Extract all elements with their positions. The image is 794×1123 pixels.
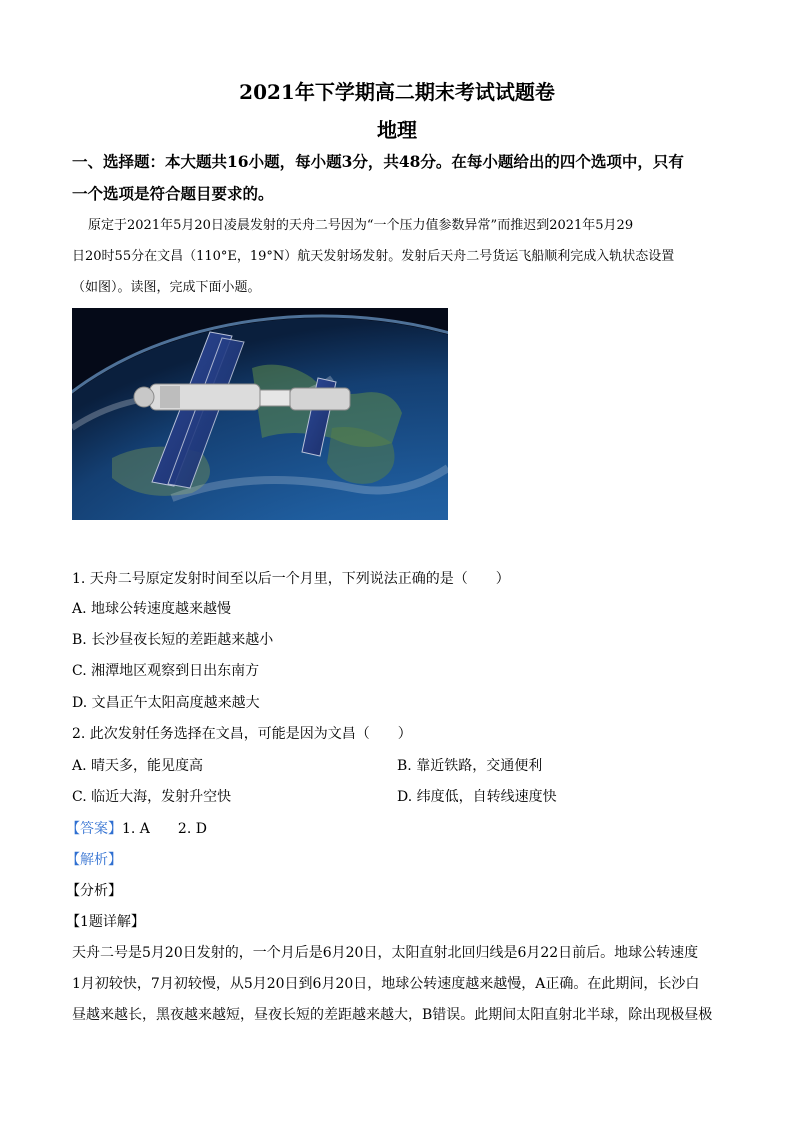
intro-line2: 日20时55分在文昌（110°E，19°N）航天发射场发射。发射后天舟二号货运飞船顺利完成入轨状态设置 xyxy=(72,249,675,264)
answer-line xyxy=(66,818,207,838)
q2-option-a: A. 晴天多，能见度高 xyxy=(72,758,204,774)
q2-option-c: C. 临近大海，发射升空快 xyxy=(72,789,232,805)
q2-stem: 2. 此次发射任务选择在文昌，可能是因为文昌（ ） xyxy=(72,726,412,742)
detail-line1: 天舟二号是5月20日发射的，一个月后是6月20日，太阳直射北回归线是6月22日前后。地球公转速度 xyxy=(72,945,699,961)
exam-title: 2021年下学期高二期末考试试题卷 xyxy=(239,80,555,104)
detail-line3: 昼越来越长，黑夜越来越短，昼夜长短的差距越来越大，B错误。此期间太阳直射北半球，除出现极昼极 xyxy=(72,1007,713,1023)
section-heading-line1: 一、选择题：本大题共16小题，每小题3分，共48分。在每小题给出的四个选项中，只有 xyxy=(72,152,684,171)
space-station-image xyxy=(72,308,448,520)
intro-line1: 原定于2021年5月20日凌晨发射的天舟二号因为“一个压力值参数异常”而推迟到2021年5月29 xyxy=(88,218,634,233)
q1-option-b: B. 长沙昼夜长短的差距越来越小 xyxy=(72,632,274,648)
subject-title: 地理 xyxy=(377,118,417,142)
q2-option-d: D. 纬度低，自转线速度快 xyxy=(397,789,557,805)
section-heading-line2: 一个选项是符合题目要求的。 xyxy=(72,184,274,203)
answer-tag: 【答案】 xyxy=(66,821,122,837)
analysis-tag: 【解析】 xyxy=(66,852,122,868)
q1-stem: 1. 天舟二号原定发射时间至以后一个月里，下列说法正确的是（ ） xyxy=(72,571,510,587)
answer-text: 1. A 2. D xyxy=(122,821,207,837)
q2-option-b: B. 靠近铁路，交通便利 xyxy=(397,758,543,774)
detail-line2: 1月初较快，7月初较慢，从5月20日到6月20日，地球公转速度越来越慢，A正确。在此期间，长沙白 xyxy=(72,976,700,992)
detail-tag: 【1题详解】 xyxy=(66,914,145,930)
q1-option-a: A. 地球公转速度越来越慢 xyxy=(72,601,232,617)
q1-option-d: D. 文昌正午太阳高度越来越大 xyxy=(72,695,260,711)
fenxi-tag: 【分析】 xyxy=(66,883,122,899)
intro-line3: （如图）。读图，完成下面小题。 xyxy=(72,280,261,295)
q1-option-c: C. 湘潭地区观察到日出东南方 xyxy=(72,663,260,679)
